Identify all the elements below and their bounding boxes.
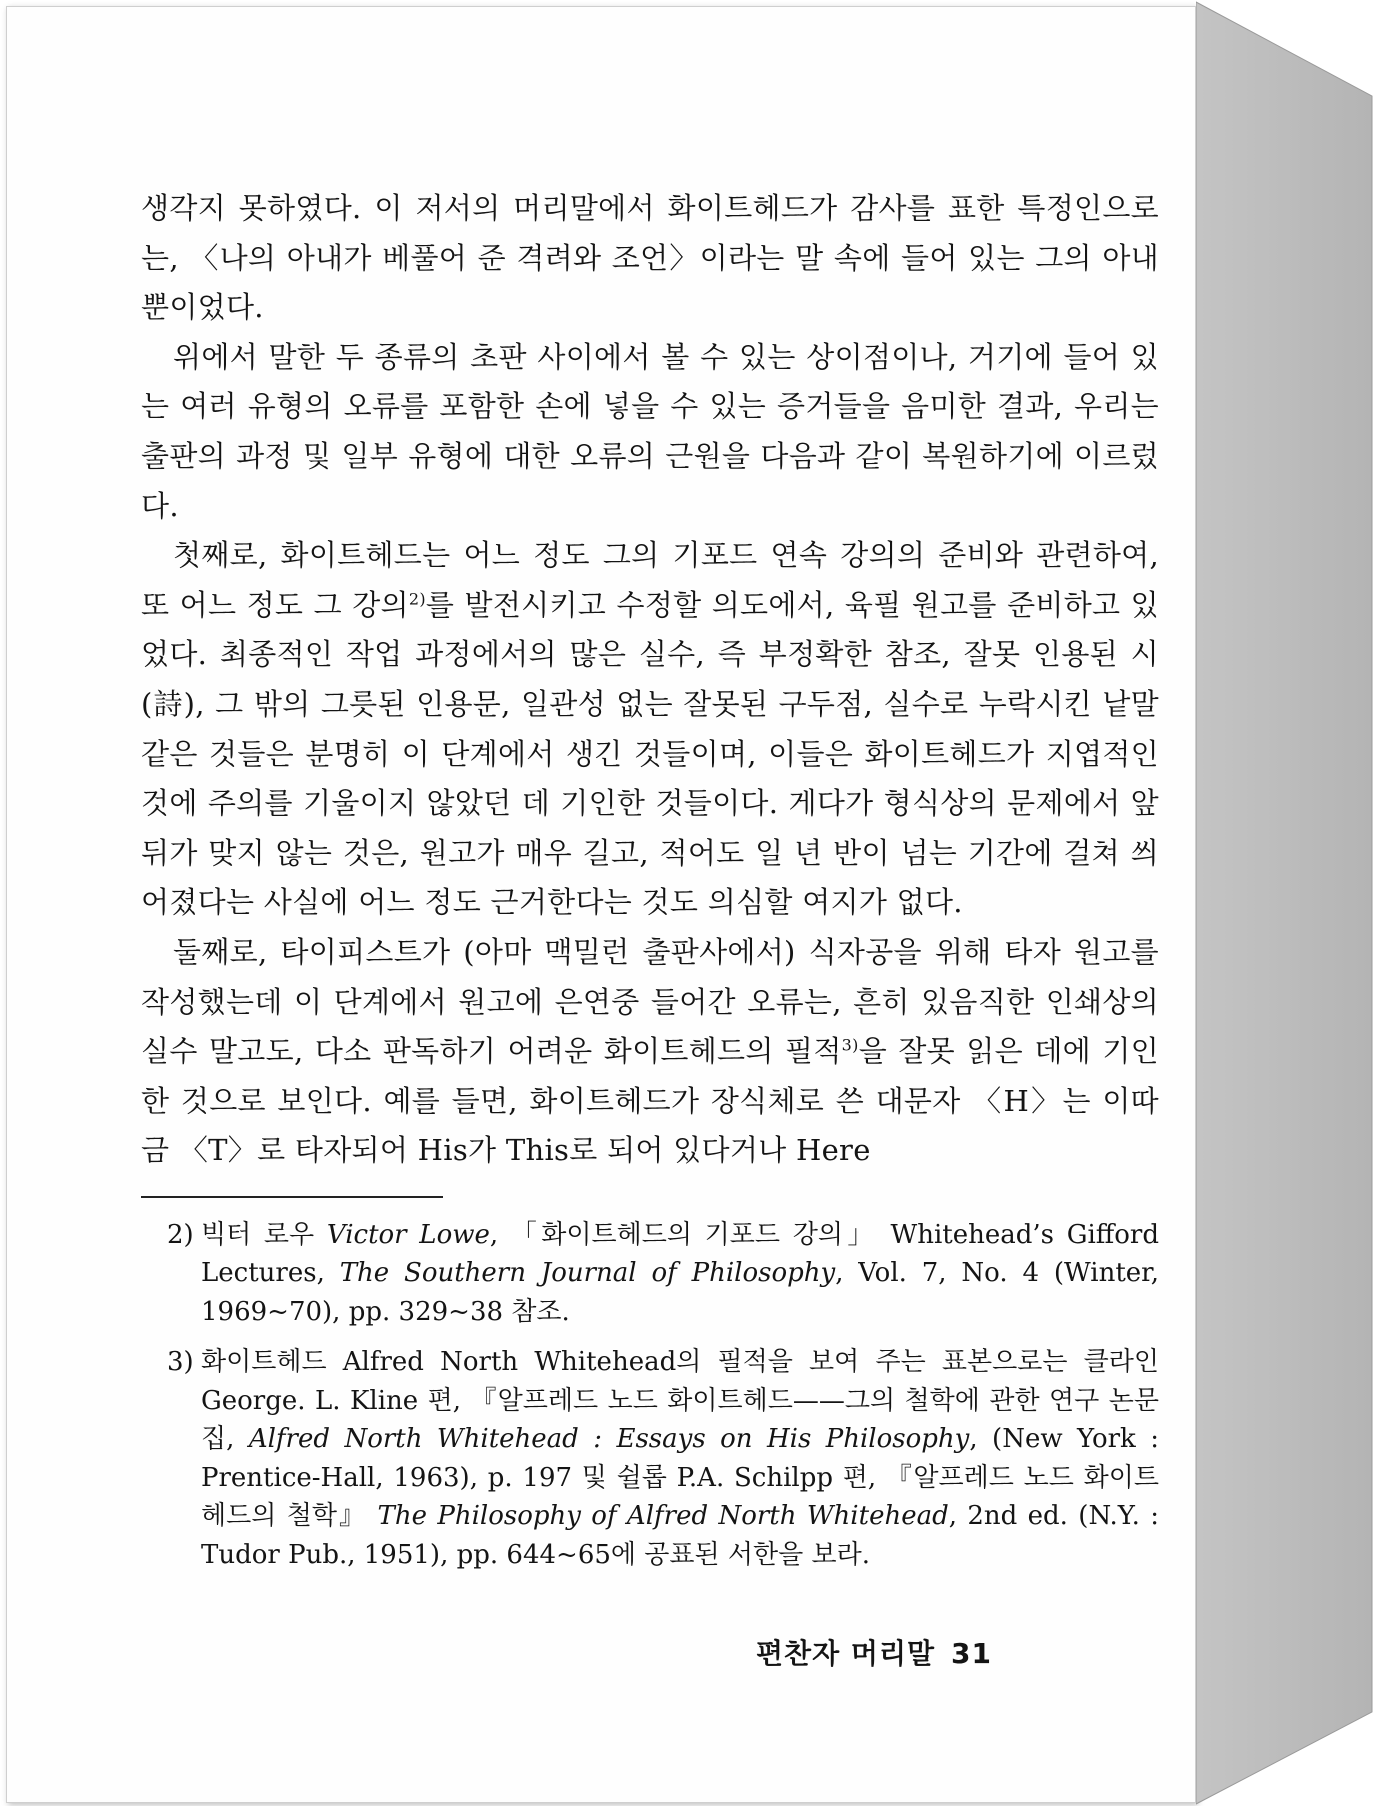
footnote-segment: , 「화이트헤드의 기포드 강의」 Whitehead’s Gifford Lectures, (201, 1219, 1160, 1289)
page-body (141, 184, 1159, 1586)
paragraph (141, 928, 1159, 1176)
footnote-segment: , 2nd ed. (N.Y. : Tudor Pub., 1951), pp. 644~65에 공표된 서한을 보라. (201, 1501, 1159, 1570)
footnote-segment: 화이트헤드 Alfred North Whitehead의 필적을 보여 주는 표본으로는 클라인 George. L. Kline 편, 『알프레드 노드 화이트헤드——그의 철학에 관한 연구 논문집, (201, 1347, 1159, 1455)
running-footer (756, 1632, 992, 1672)
footnote (141, 1216, 1159, 1332)
paragraph-text: 을 잘못 읽은 데에 기인한 것으로 보인다. 예를 들면, 화이트헤드가 장식체로 쓴 대문자 〈H〉는 이따금 〈T〉로 타자되어 His가 This로 되어 있다거나 Here (141, 1034, 1159, 1168)
footnote-ref[interactable]: 3) (841, 1035, 859, 1055)
paragraph: 위에서 말한 두 종류의 초판 사이에서 볼 수 있는 상이점이나, 거기에 들어 있는 여러 유형의 오류를 포함한 손에 넣을 수 있는 증거들을 음미한 결과, 우리는 출판의 과정 및 일부 유형에 대한 오류의 근원을 다음과 같이 복원하기에 이르렀다. (141, 339, 1159, 523)
footnote-number: 3) (167, 1347, 194, 1378)
footnote-segment: , Vol. 7, No. 4 (Winter, 1969~70), pp. 329~38 참조. (201, 1258, 1159, 1327)
footnote-number: 2) (167, 1219, 194, 1250)
running-title: 편찬자 머리말 (756, 1637, 936, 1670)
footnote-ref[interactable]: 2) (408, 589, 426, 609)
book-spine-edge (1196, 0, 1374, 1806)
paragraph-text: 둘째로, 타이피스트가 (아마 맥밀런 출판사에서) 식자공을 위해 타자 원고를 작성했는데 이 단계에서 원고에 은연중 들어간 오류는, 흔히 있음직한 인쇄상의 실수 말고도, 다소 판독하기 어려운 화이트헤드의 필적 (141, 934, 1159, 1069)
footnote-segment: , (New York : Prentice-Hall, 1963), p. 197 및 쉴롭 P.A. Schilpp 편, 『알프레드 노드 화이트헤드의 철학』 (201, 1424, 1159, 1532)
page-number: 31 (951, 1637, 993, 1670)
footnote-title-italic: The Philosophy of Alfred North Whitehead (377, 1501, 949, 1532)
footnote-title-italic: Alfred North Whitehead : Essays on His Philosophy (248, 1424, 970, 1455)
footnote-segment: 빅터 로우 (201, 1219, 327, 1250)
paragraph-text: 첫째로, 화이트헤드는 어느 정도 그의 기포드 연속 강의의 준비와 관련하여, 또 어느 정도 그 강의 (141, 538, 1159, 622)
footnote-title-italic: Victor Lowe (326, 1219, 490, 1250)
paragraph: 생각지 못하였다. 이 저서의 머리말에서 화이트헤드가 감사를 표한 특정인으로는, 〈나의 아내가 베풀어 준 격려와 조언〉이라는 말 속에 들어 있는 그의 아내뿐이었다. (141, 191, 1159, 325)
footnote (141, 1343, 1159, 1574)
paragraph (141, 531, 1159, 928)
footnote-text (201, 1220, 1159, 1327)
footnote-divider (141, 1196, 443, 1198)
footnote-title-italic: The Southern Journal of Philosophy (339, 1258, 836, 1289)
footnote-text (201, 1347, 1159, 1570)
paragraph-text: 를 발전시키고 수정할 의도에서, 육필 원고를 준비하고 있었다. 최종적인 작업 과정에서의 많은 실수, 즉 부정확한 참조, 잘못 인용된 시(詩), 그 밖의 그릇된 인용문, 일관성 없는 잘못된 구두점, 실수로 누락시킨 낱말 같은 것들은 분명히 이 단계에서 생긴 것들이며, 이들은 화이트헤드가 지엽적인 것에 주의를 기울이지 않았던 데 기인한 것들이다. 게다가 형식상의 문제에서 앞뒤가 맞지 않는 것은, 원고가 매우 길고, 적어도 일 년 반이 넘는 기간에 걸쳐 씌어졌다는 사실에 어느 정도 근거한다는 것도 의심할 여지가 없다. (141, 587, 1159, 920)
